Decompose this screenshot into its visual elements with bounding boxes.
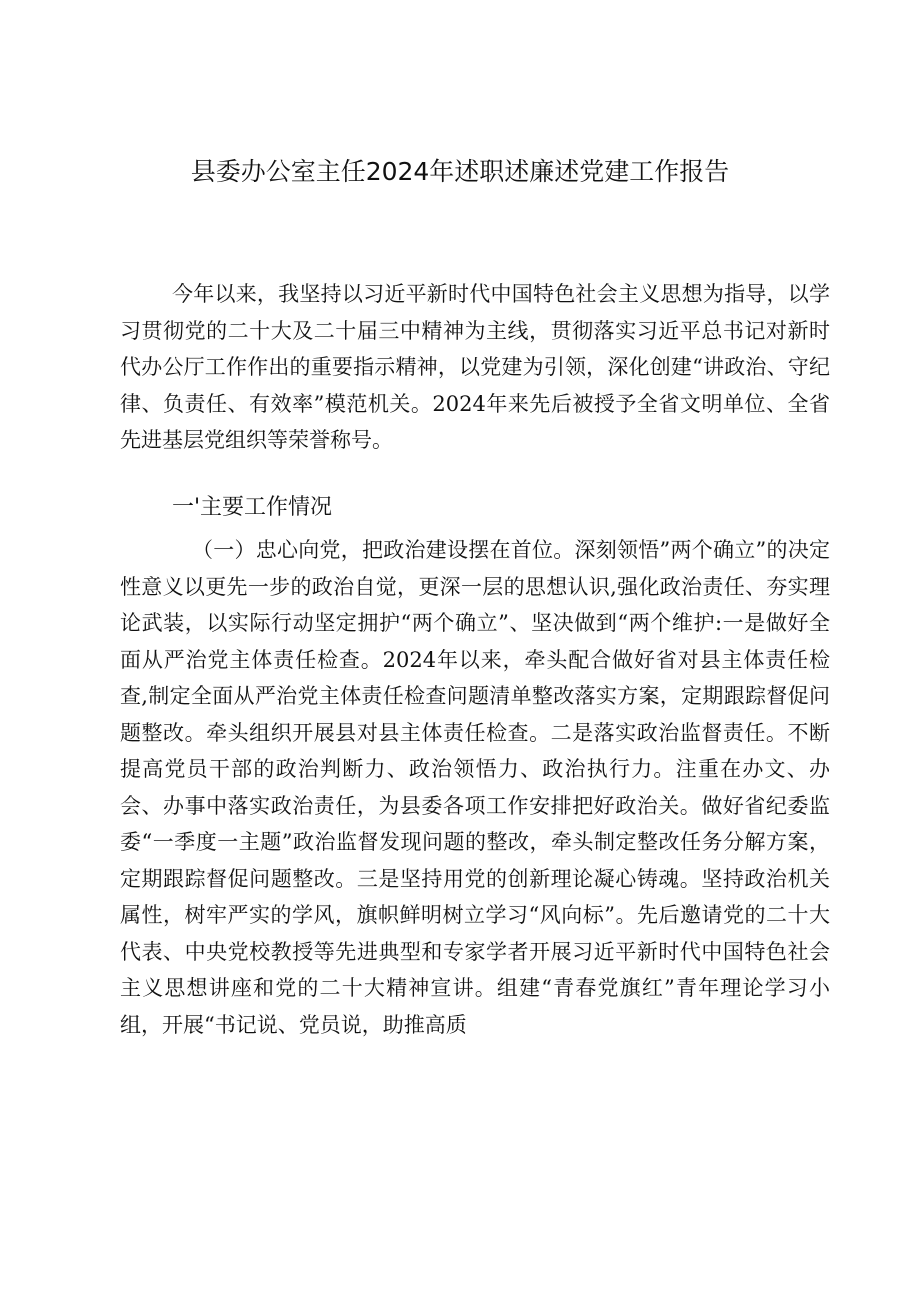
section-heading: 一'主要工作情况 <box>172 495 333 520</box>
document-title: 县委办公室主任2024年述职述廉述党建工作报告 <box>190 157 730 186</box>
section-paragraph: （一）忠心向党，把政治建设摆在首位。深刻领悟”两个确立”的决定性意义以更先一步的政治自觉，更深一层的思想认识,强化政治责任、夯实理论武装，以实际行动坚定拥护“两个确立”、坚决做到“两个维护:一是做好全面从严治党主体责任检查。2024年以来，牵头配合做好省对县主体责任检查,制定全面从严治党主体责任检查问题清单整改落实方案，定期跟踪督促问题整改。牵头组织开展县对县主体责任检查。二是落实政治监督责任。不断提高党员干部的政治判断力、政治领悟力、政治执行力。注重在办文、办会、办事中落实政治责任，为县委各项工作安排把好政治关。做好省纪委监委“一季度一主题”政治监督发现问题的整改，牵头制定整改任务分解方案，定期跟踪督促问题整改。三是坚持用党的创新理论凝心铸魂。坚持政治机关属性，树牢严实的学风，旗帜鲜明树立学习“风向标”。先后邀请党的二十大代表、中央党校教授等先进典型和专家学者开展习近平新时代中国特色社会主义思想讲座和党的二十大精神宣讲。组建“青春党旗红”青年理论学习小组，开展“书记说、党员说，助推高质 <box>120 538 830 1037</box>
intro-paragraph: 今年以来，我坚持以习近平新时代中国特色社会主义思想为指导，以学习贯彻党的二十大及二十届三中精神为主线，贯彻落实习近平总书记对新时代办公厅工作作出的重要指示精神，以党建为引领，深化创建“讲政治、守纪律、负责任、有效率”模范机关。2024年来先后被授予全省文明单位、全省先进基层党组织等荣誉称号。 <box>120 282 830 452</box>
